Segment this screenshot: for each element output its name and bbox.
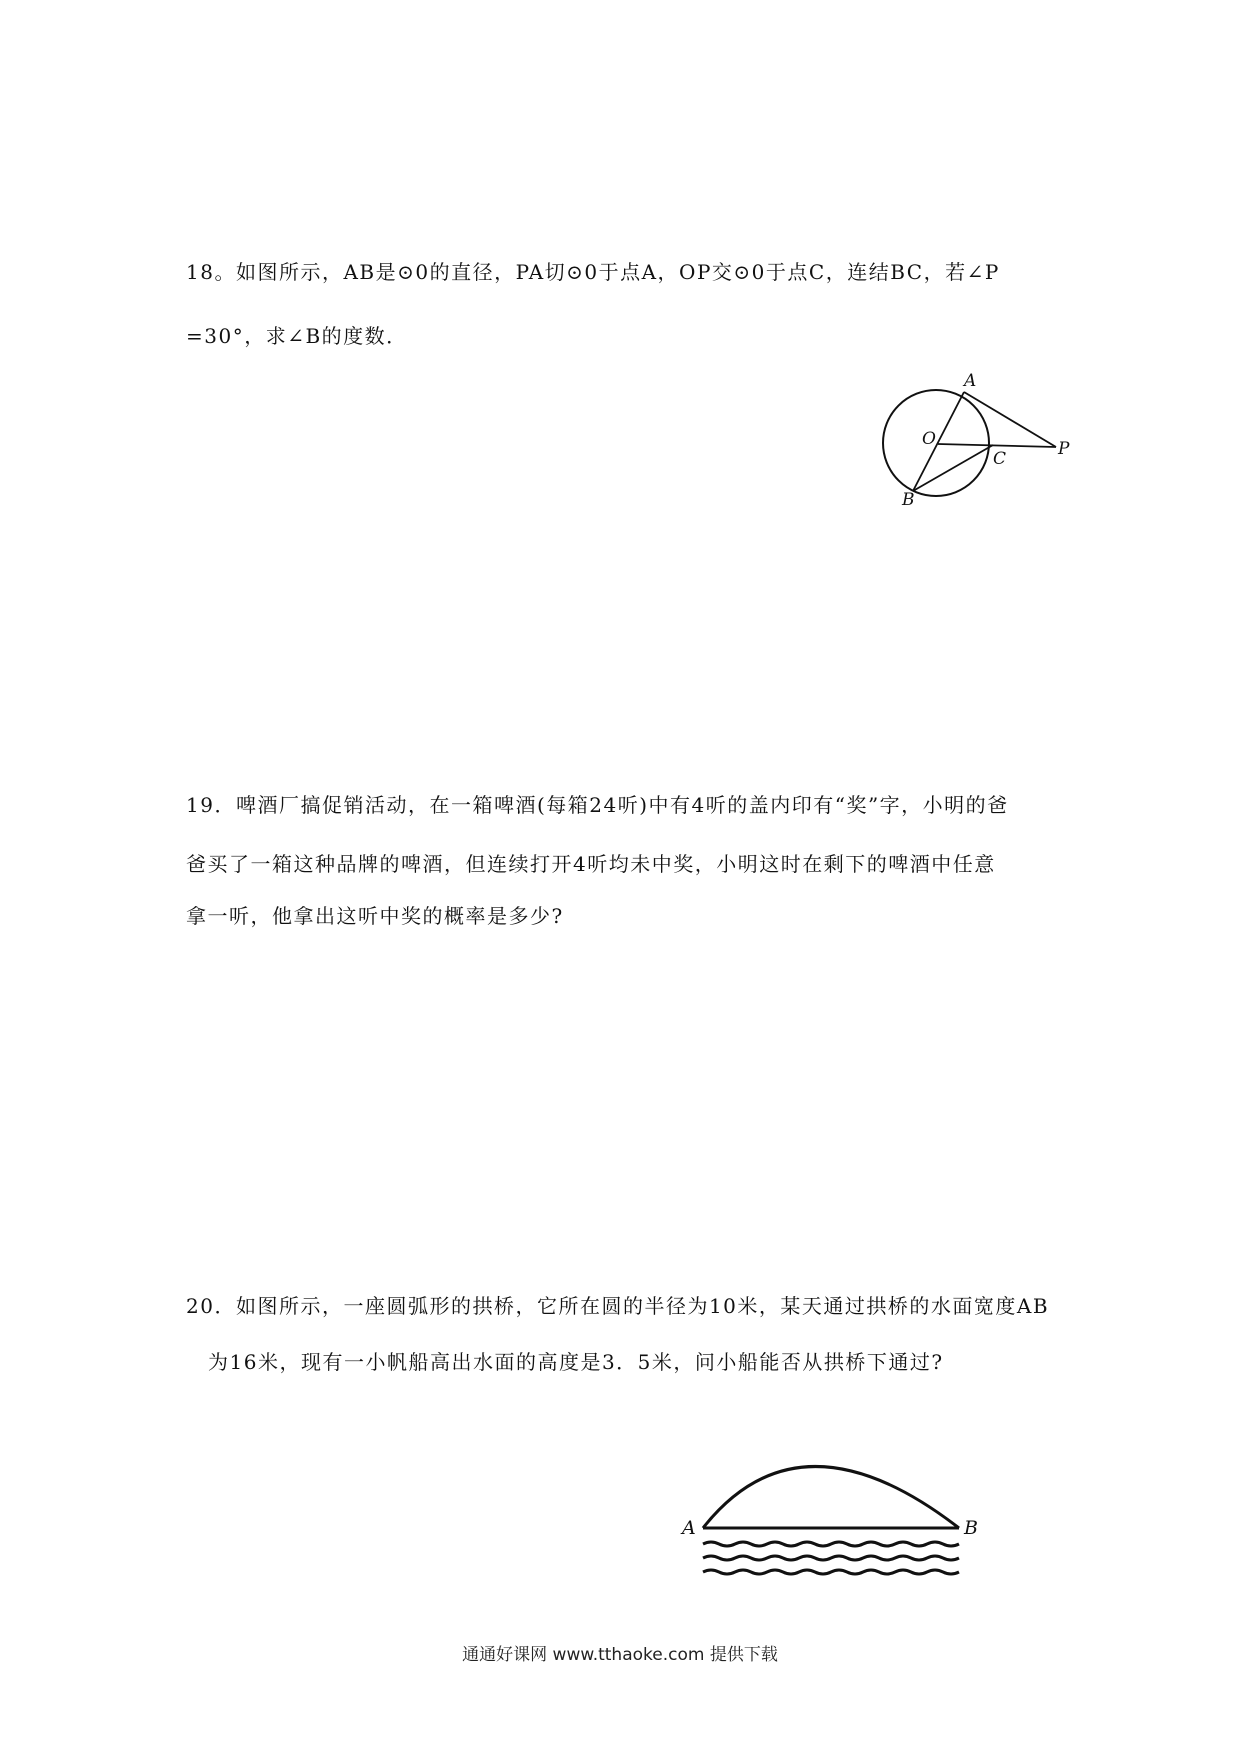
label-a: A	[682, 1517, 696, 1539]
label-p: P	[1058, 439, 1070, 459]
wave-line-2	[703, 1556, 959, 1560]
footer-credit: 通通好课网 www.tthaoke.com 提供下载	[462, 1645, 778, 1665]
q19-line-3: 拿一听，他拿出这听中奖的概率是多少?	[186, 904, 564, 928]
tangent-pa	[964, 392, 1056, 447]
q18-line-2: =30°，求∠B的度数．	[186, 324, 408, 348]
circle-o	[883, 390, 989, 496]
circle-tangent-figure	[880, 370, 1090, 520]
label-b: B	[964, 1517, 978, 1539]
q19-line-1: 19．啤酒厂搞促销活动，在一箱啤酒(每箱24听)中有4听的盖内印有“奖”字，小明的爸	[186, 793, 1009, 817]
segment-op	[938, 444, 1056, 447]
arch-bridge-figure	[670, 1440, 990, 1600]
wave-line-1	[703, 1542, 959, 1546]
label-o: O	[922, 429, 936, 449]
label-c: C	[993, 449, 1007, 469]
q20-line-2: 为16米，现有一小帆船高出水面的高度是3．5米，问小船能否从拱桥下通过?	[208, 1350, 944, 1374]
label-b: B	[902, 490, 915, 510]
label-a: A	[964, 371, 977, 391]
q19-line-2: 爸买了一箱这种品牌的啤酒，但连续打开4听均未中奖，小明这时在剩下的啤酒中任意	[186, 852, 996, 876]
wave-line-3	[703, 1570, 959, 1574]
bridge-arc	[703, 1467, 959, 1529]
q20-line-1: 20．如图所示，一座圆弧形的拱桥，它所在圆的半径为10米，某天通过拱桥的水面宽度AB	[186, 1294, 1050, 1318]
q18-line-1: 18。如图所示，AB是⊙0的直径，PA切⊙0于点A，OP交⊙0于点C，连结BC，若∠P	[186, 260, 1000, 284]
